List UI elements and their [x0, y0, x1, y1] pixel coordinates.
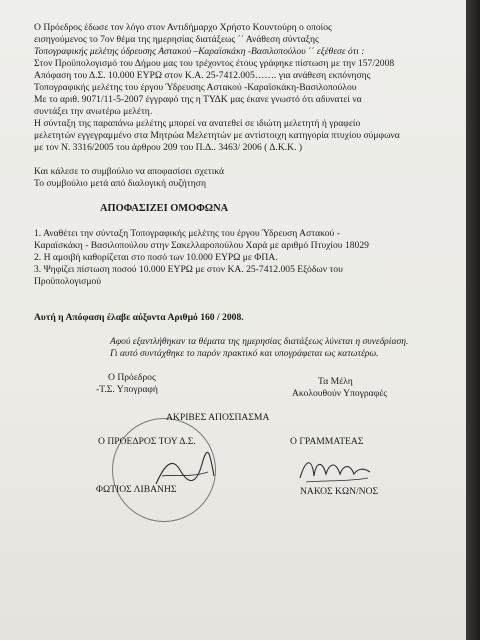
- secretary-label: Ο ΓΡΑΜΜΑΤΕΑΣ: [290, 436, 364, 447]
- decision-line: 1. Αναθέτει την σύνταξη Τοπογραφικής μελέτης του έργου Ύδρευση Αστακού -: [34, 228, 340, 239]
- text-line: Τοπογραφικής μελέτης ύδρευσης Αστακού –Καραϊσκάκη -Βασιλοπούλου ΄΄ εξέθεσε ότι :: [34, 46, 365, 57]
- text-line: Απόφαση του Δ.Σ. 10.000 ΕΥΡΩ στον Κ.Α. 25-7412.005……. για ανάθεση εκπόνησης: [34, 70, 371, 81]
- text-line: Και κάλεσε το συμβούλιο να αποφασίσει σχετικά: [34, 166, 225, 177]
- text-line: Το συμβούλιο μετά από διαλογική συζήτηση: [34, 178, 206, 189]
- background-edge: [466, 0, 480, 640]
- decision-number: Αυτή η Απόφαση έλαβε αύξοντα Αριθμό 160 / 2008.: [34, 312, 244, 323]
- text-line: Στον Προϋπολογισμό του Δήμου μας του τρέχοντος έτους γράφηκε πίστωση με την 157/2008: [34, 58, 395, 69]
- president-title: Ο Πρόεδρος: [108, 372, 156, 383]
- decision-line: 3. Ψηφίζει πίστωση ποσού 10.000 ΕΥΡΩ με στον ΚΑ. 25-7412.005 Εξόδων του: [34, 264, 343, 275]
- text-line: Ο Πρόεδρος έδωσε τον λόγο στον Αντιδήμαρχο Χρήστο Κουντούρη ο οποίος: [34, 22, 332, 33]
- text-line: Τοπογραφικής μελέτης του έργου Ύδρευσης Αστακού -Καραϊσκάκη-Βασιλοπούλου: [34, 82, 357, 93]
- decision-line: Προϋπολογισμού: [34, 276, 102, 287]
- text-line: με τον Ν. 3316/2005 του άρθρου 209 του Π.Δ.. 3463/ 2006 ( Δ.Κ.Κ. ): [34, 142, 303, 153]
- members-signature-note: Ακολουθούν Υπογραφές: [292, 388, 388, 399]
- president-name: ΦΩΤΙΟΣ ΛΙΒΑΝΗΣ: [96, 484, 177, 495]
- text-line: Η σύνταξη της παραπάνω μελέτης μπορεί να ανατεθεί σε ιδιώτη μελετητή ή γραφείο: [34, 118, 361, 129]
- closing-line: Γι αυτό συντάχθηκε το παρόν πρακτικό και υπογράφεται ως κατωτέρω.: [110, 348, 379, 359]
- text-line: εισηγούμενος το 7ον θέμα της ημερησίας διατάξεως ΄΄ Ανάθεση σύνταξης: [34, 34, 319, 45]
- secretary-name: ΝΑΚΟΣ ΚΩΝ/ΝΟΣ: [300, 486, 379, 497]
- president-signature-note: -Τ.Σ. Υπογραφή: [96, 384, 158, 395]
- decision-line: Καραϊσκάκη - Βασιλοπούλου στην Σακελλαροπούλου Χαρά με αριθμό Πτυχίου 18029: [34, 240, 369, 251]
- text-line: συντάξει την ανωτέρω μελέτη.: [34, 106, 153, 117]
- members-title: Τα Μέλη: [318, 376, 353, 387]
- text-line: Με το αριθ. 9071/11-5-2007 έγγραφό της η ΤΥΔΚ μας έκανε γνωστό ότι αδυνατεί να: [34, 94, 362, 105]
- decision-heading: ΑΠΟΦΑΣΙΖΕΙ ΟΜΟΦΩΝΑ: [100, 203, 229, 214]
- closing-line: Αφού εξαντλήθηκαν τα θέματα της ημερησίας διατάξεως λύνεται η συνεδρίαση.: [110, 336, 409, 347]
- president-ds-label: Ο ΠΡΟΕΔΡΟΣ ΤΟΥ Δ.Σ.: [98, 436, 196, 447]
- exact-copy-label: ΑΚΡΙΒΕΣ ΑΠΟΣΠΑΣΜΑ: [166, 412, 270, 423]
- text-line: μελετητών εγγεγραμμένο στα Μητρώα Μελετητών με αντίστοιχη κατηγορία πτυχίου σύμφωνα: [34, 130, 400, 141]
- decision-line: 2. Η αμοιβή καθορίζεται στο ποσό των 10.000 ΕΥΡΩ με ΦΠΑ.: [34, 252, 278, 263]
- secretary-signature: [296, 450, 376, 490]
